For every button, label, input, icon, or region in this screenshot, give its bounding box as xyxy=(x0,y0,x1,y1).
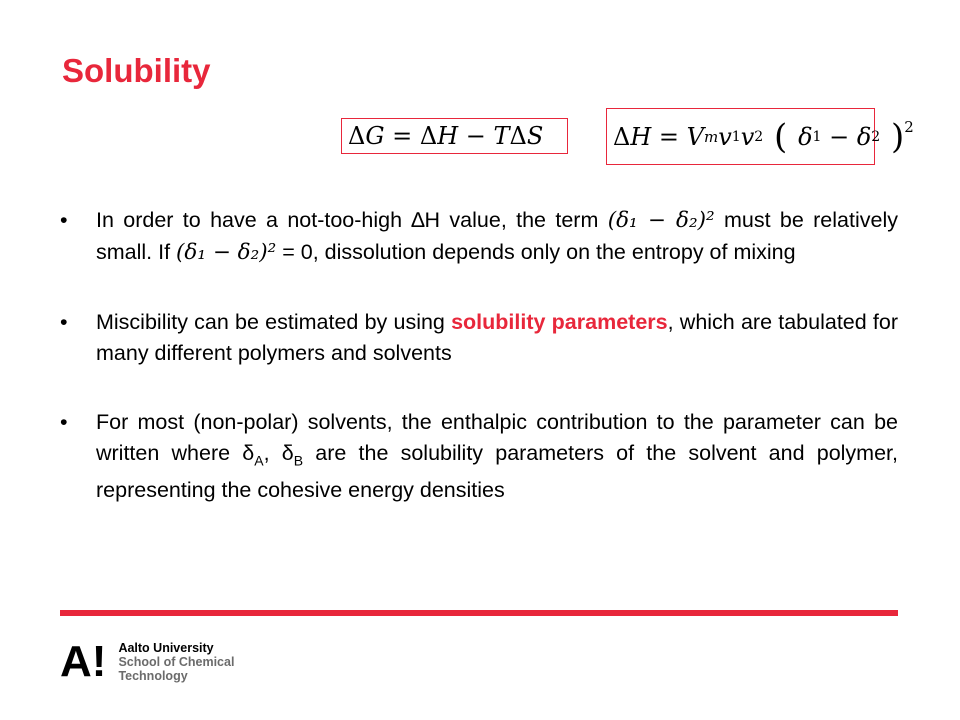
gibbs-equation: Δ G = Δ H − T Δ S xyxy=(341,118,568,154)
bullet-text: must be relatively small. If xyxy=(96,208,898,264)
bullet-dot: • xyxy=(60,410,68,434)
logo-mark: A! xyxy=(60,637,107,686)
bullet-text: Miscibility can be estimated by using xyxy=(96,310,452,334)
bullet-text: = 0, dissolution depends only on the entropy of mixing xyxy=(276,239,796,264)
footer-divider xyxy=(60,610,898,616)
bullet-text: In order to have a not-too-high ∆H value, the term xyxy=(96,208,608,232)
bullet-item xyxy=(60,407,898,506)
bullet-dot: • xyxy=(60,310,68,334)
logo-text xyxy=(118,641,234,683)
delta-term: (δ₁ − δ₂)² xyxy=(176,239,277,265)
slide-title: Solubility xyxy=(62,52,211,89)
subscript: A xyxy=(254,451,264,468)
separator: , xyxy=(263,440,282,465)
logo-line-1: Aalto University xyxy=(118,641,214,655)
bullet-list xyxy=(60,205,898,545)
bullet-text: are the solubility parameters of the solvent and polymer, representing the cohesive energy densities xyxy=(96,440,898,503)
enthalpy-equation: Δ H = V m v 1 v 2 ( δ 1 − δ 2 ) $^2$ xyxy=(606,108,875,165)
highlight-term: solubility parameters xyxy=(451,310,668,334)
logo-line-3: Technology xyxy=(118,669,188,683)
logo-line-2: School of Chemical xyxy=(118,655,235,669)
delta-symbol: δ xyxy=(242,440,255,465)
bullet-text: For most (non-polar) solvents, the enthalpic contribution to the parameter can be written where xyxy=(96,410,898,465)
bullet-text: , which are tabulated for many different polymers and solvents xyxy=(96,310,898,365)
subscript: B xyxy=(293,451,304,468)
delta-term: (δ₁ − δ₂)² xyxy=(607,208,715,233)
bullet-dot: • xyxy=(60,208,68,232)
delta-symbol: δ xyxy=(281,440,294,465)
bullet-item xyxy=(60,307,898,368)
bullet-item xyxy=(60,205,898,268)
aalto-logo xyxy=(60,637,235,686)
